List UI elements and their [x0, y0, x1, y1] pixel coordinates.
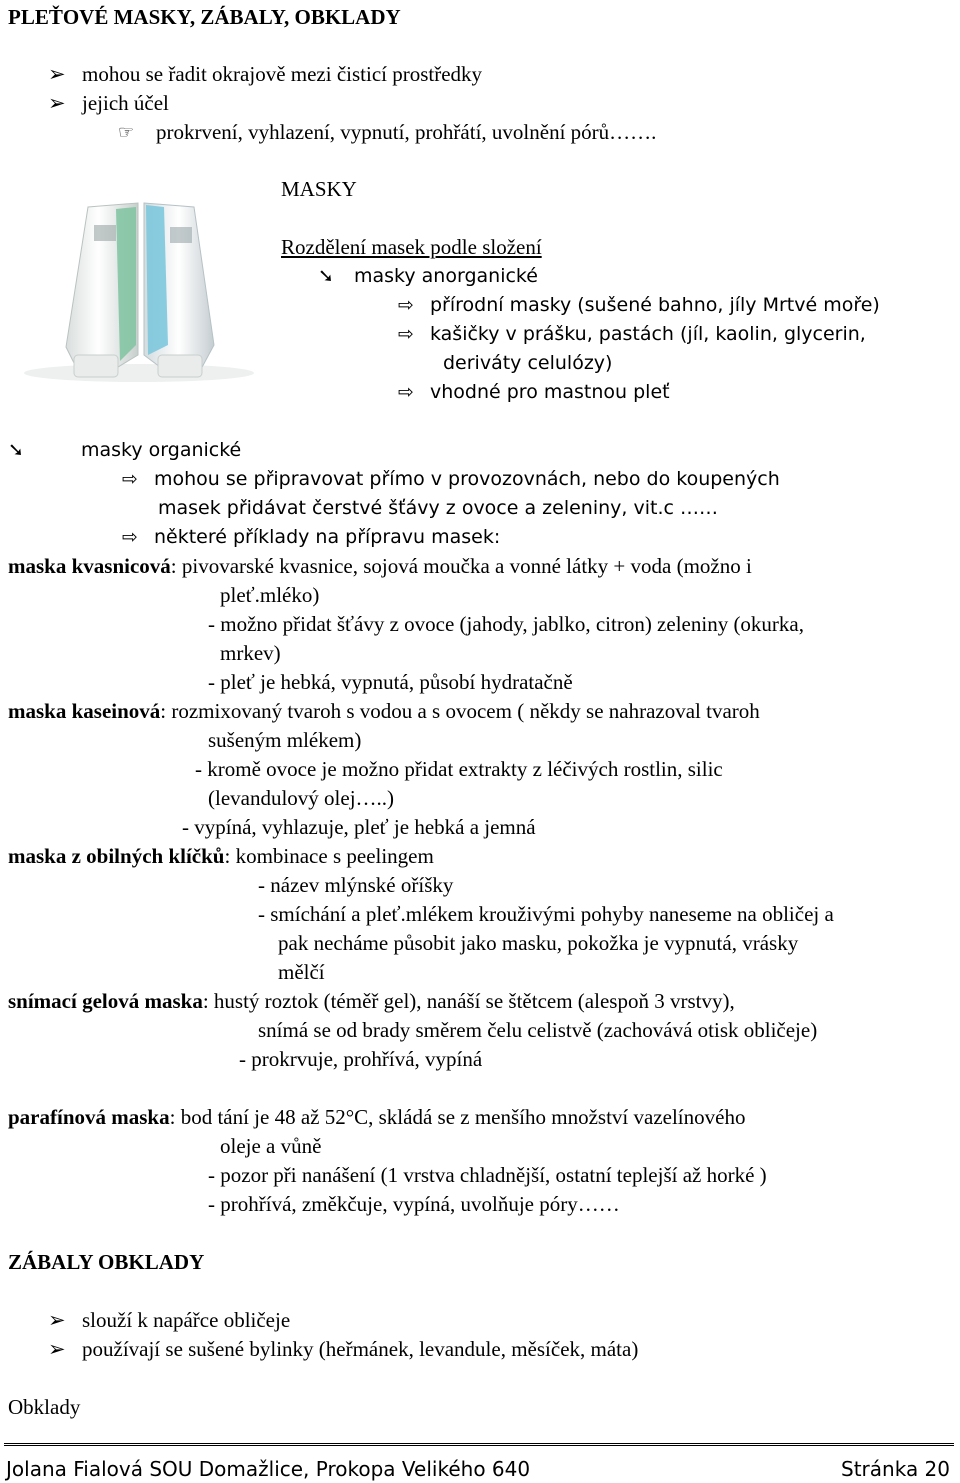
outline-arrow-icon: ⇨	[122, 468, 138, 490]
category-item: ➘ masky organické	[8, 436, 241, 465]
outline-arrow-icon: ⇨	[398, 381, 414, 403]
recipe-line: (levandulový olej…..)	[208, 786, 395, 810]
recipe-kaseinova: maska kaseinová: rozmixovaný tvaroh s vodou a s ovocem ( někdy se nahrazoval tvaroh	[8, 699, 760, 723]
recipe-line: sušeným mlékem)	[208, 728, 362, 752]
recipe-line: - název mlýnské oříšky	[258, 873, 454, 897]
recipe-parafinova: parafínová maska: bod tání je 48 až 52°C, skládá se z menšího množství vazelínového	[8, 1105, 746, 1129]
down-right-arrow-icon: ➘	[318, 265, 334, 287]
bullet-item: ➢ mohou se řadit okrajově mezi čisticí prostředky	[48, 60, 482, 89]
footer-divider	[4, 1443, 954, 1448]
down-right-arrow-icon: ➘	[8, 439, 24, 461]
recipe-line: - vypíná, vyhlazuje, pleť je hebká a jemná	[182, 815, 536, 839]
sub-item: ⇨ mohou se připravovat přímo v provozovnách, nebo do koupených	[122, 465, 780, 494]
sub-item-continuation: deriváty celulózy)	[443, 352, 613, 374]
bullet-item: ➢ používají se sušené bylinky (heřmánek, levandule, měsíček, máta)	[48, 1335, 638, 1364]
bullet-item: ➢ slouží k napářce obličeje	[48, 1306, 290, 1335]
outline-arrow-icon: ⇨	[398, 294, 414, 316]
sub-item: ⇨ vhodné pro mastnou pleť	[398, 378, 670, 407]
sub-bullet-item: ☞ prokrvení, vyhlazení, vypnutí, prohřátí, uvolnění pórů…….	[118, 118, 656, 147]
recipe-line: - pozor při nanášení (1 vrstva chladnější, ostatní teplejší až horké )	[208, 1163, 767, 1187]
page-title: PLEŤOVÉ MASKY, ZÁBALY, OBKLADY	[8, 5, 401, 29]
recipe-line: - smíchání a pleť.mlékem krouživými pohyby naneseme na obličej a	[258, 902, 834, 926]
recipe-line: pleť.mléko)	[220, 583, 320, 607]
recipe-line: - pleť je hebká, vypnutá, působí hydratačně	[208, 670, 573, 694]
section-heading-obklady: Obklady	[8, 1395, 81, 1419]
recipe-gelova: snímací gelová maska: hustý roztok (téměř gel), nanáší se štětcem (alespoň 3 vrstvy),	[8, 989, 735, 1013]
recipe-line: pak necháme působit jako masku, pokožka je vypnutá, vrásky	[278, 931, 799, 955]
recipe-line: - kromě ovoce je možno přidat extrakty z léčivých rostlin, silic	[195, 757, 723, 781]
outline-arrow-icon: ⇨	[122, 526, 138, 548]
recipe-line: oleje a vůně	[220, 1134, 322, 1158]
recipe-line: - prokrvuje, prohřívá, vypíná	[239, 1047, 483, 1071]
section-heading-zabaly: ZÁBALY OBKLADY	[8, 1250, 205, 1274]
footer-page-number: Stránka 20	[841, 1457, 950, 1481]
recipe-line: mrkev)	[220, 641, 281, 665]
arrowhead-bullet-icon: ➢	[48, 1337, 66, 1361]
recipe-line: snímá se od brady směrem čelu celistvě (zachovává otisk obličeje)	[258, 1018, 818, 1042]
recipe-obilne-klicky: maska z obilných klíčků: kombinace s peelingem	[8, 844, 434, 868]
arrowhead-bullet-icon: ➢	[48, 62, 66, 86]
bullet-item: ➢ jejich účel	[48, 89, 169, 118]
sub-item: ⇨ kašičky v prášku, pastách (jíl, kaolin, glycerin,	[398, 320, 866, 349]
arrowhead-bullet-icon: ➢	[48, 1308, 66, 1332]
outline-arrow-icon: ⇨	[398, 323, 414, 345]
section-heading-masky: MASKY	[281, 177, 357, 201]
recipe-kvasnicova: maska kvasnicová: pivovarské kvasnice, sojová moučka a vonné látky + voda (možno i	[8, 554, 752, 578]
recipe-line: - možno přidat šťávy z ovoce (jahody, jablko, citron) zeleniny (okurka,	[208, 612, 804, 636]
recipe-line: - prohřívá, změkčuje, vypíná, uvolňuje póry……	[208, 1192, 620, 1216]
recipe-line: mělčí	[278, 960, 325, 984]
sub-item: ⇨ přírodní masky (sušené bahno, jíly Mrtvé moře)	[398, 291, 880, 320]
cosmetic-tubes-image	[8, 195, 270, 385]
footer-author: Jolana Fialová SOU Domažlice, Prokopa Velikého 640	[6, 1457, 531, 1481]
arrowhead-bullet-icon: ➢	[48, 91, 66, 115]
subsection-heading: Rozdělení masek podle složení	[281, 235, 542, 259]
sub-item-continuation: masek přidávat čerstvé šťávy z ovoce a zeleniny, vit.c ……	[158, 497, 718, 519]
sub-item: ⇨ některé příklady na přípravu masek:	[122, 523, 500, 552]
pointing-hand-icon: ☞	[118, 122, 135, 143]
category-item: ➘ masky anorganické	[318, 262, 538, 291]
